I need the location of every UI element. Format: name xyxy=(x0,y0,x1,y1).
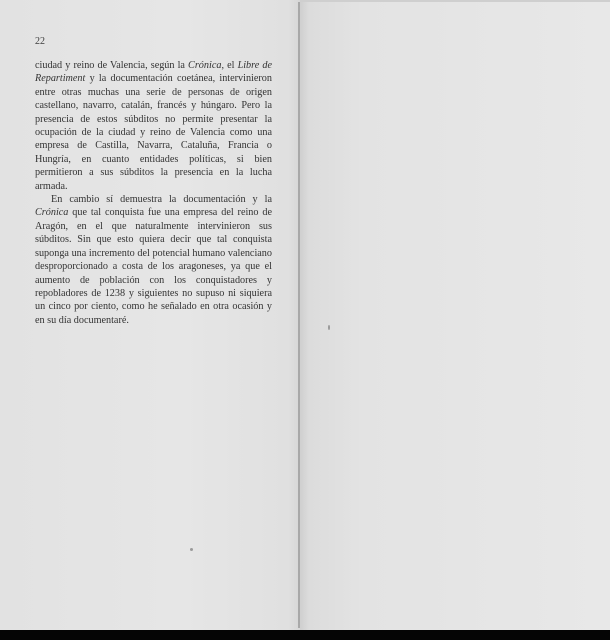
page-number: 22 xyxy=(35,36,45,47)
text-segment: , el xyxy=(221,60,238,71)
book-gutter xyxy=(298,2,300,628)
scan-border xyxy=(0,630,610,640)
paper-speck xyxy=(328,325,330,330)
text-segment: ciudad y reino de Valencia, según la xyxy=(35,60,189,71)
paragraph-1 xyxy=(35,59,272,193)
page-edge xyxy=(300,0,610,2)
body-text xyxy=(35,59,272,327)
italic-title-libre-de-repartiment: Libre de Repartiment xyxy=(35,60,272,85)
text-segment: y la documentación coetánea, intervinieron entre otras muchas una serie de personas de origen castellano, navarro, catalán, francés y húngaro. Pero la presencia de estos súbditos no permite presentar la ocupación de la ciudad y reino de Valencia como una empresa de Castilla, Navarra, Cataluña, Francia o Hungría, en cuanto entidades políticas, si bien permitieron a sus súbditos la presencia en la lucha armada. xyxy=(35,73,272,192)
right-page xyxy=(300,0,610,630)
paragraph-2 xyxy=(35,193,272,327)
left-page xyxy=(0,0,300,630)
italic-title-cronica: Crónica xyxy=(35,207,69,219)
text-segment: que tal conquista fue una empresa del reino de Aragón, en el que naturalmente intervinieron sus súbditos. Sin que esto quiera decir que tal conquista suponga una incremento del potencial humano valenciano desproporcionado a costa de los aragoneses, ya que el aumento de población con los conquistadores y repobladores de 1238 y siguientes no supuso ni siquiera un cinco por ciento, como he señalado en otra ocasión y en su día documentaré. xyxy=(35,207,272,326)
paper-speck xyxy=(190,548,193,551)
italic-title-cronica: Crónica xyxy=(188,60,222,71)
text-segment: En cambio sí demuestra la documentación y la xyxy=(51,194,272,206)
